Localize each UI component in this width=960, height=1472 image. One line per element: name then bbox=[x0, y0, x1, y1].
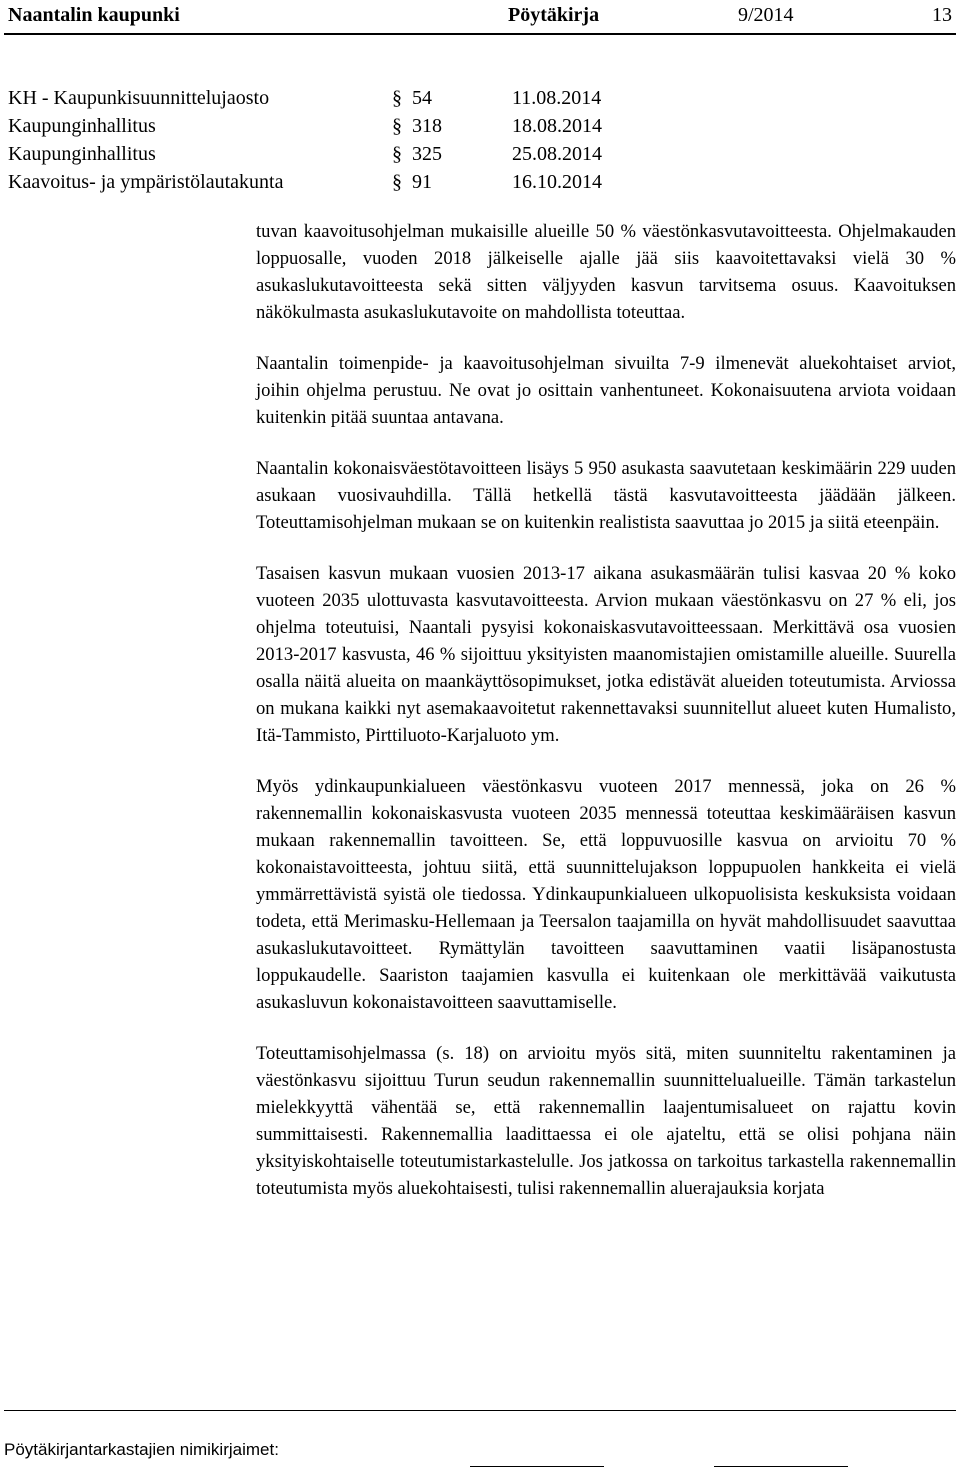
signature-line bbox=[470, 1466, 604, 1467]
section-number: 318 bbox=[412, 115, 442, 137]
meeting-references bbox=[8, 84, 908, 196]
meeting-reference-row bbox=[8, 168, 908, 196]
meeting-body: Kaupunginhallitus bbox=[8, 143, 156, 165]
meeting-body: Kaupunginhallitus bbox=[8, 115, 156, 137]
section-sign: § bbox=[392, 87, 402, 109]
meeting-date: 18.08.2014 bbox=[512, 115, 602, 137]
signatures-label: Pöytäkirjantarkastajien nimikirjaimet: bbox=[4, 1440, 279, 1459]
body-paragraph: Myös ydinkaupunkialueen väestönkasvu vuoteen 2017 mennessä, joka on 26 % rakennemallin kokonaiskasvusta vuoteen 2035 mennessä toteuttaa keskimääräisen kasvun mukaan rakennemallin tavoitteen. Se, että loppuvuosille kasvua on arvioitu 70 % kokonaistavoitteesta, johtuu siitä, että suunnittelujakson loppupuolen hankkeita ei vielä ymmärrettävistä syistä ole tiedossa. Ydinkaupunkialueen ulkopuolisista keskuksista voidaan todeta, että Merimasku-Hellemaan ja Teersalon taajamilla on hyvät mahdollisuudet saavuttaa asukaslukutavoitteet. Rymättylän tavoitteen saavuttaminen vaatii lisäpanostusta loppukaudelle. Saariston taajamien kasvulla ei kuitenkaan ole merkittävää vaikutusta asukasluvun kokonaistavoitteen saavuttamiselle. bbox=[256, 776, 956, 1013]
meeting-date: 11.08.2014 bbox=[512, 87, 602, 109]
section-number: 325 bbox=[412, 143, 442, 165]
meeting-body: Kaavoitus- ja ympäristölautakunta bbox=[8, 171, 284, 193]
meeting-date: 25.08.2014 bbox=[512, 143, 602, 165]
section-sign: § bbox=[392, 115, 402, 137]
body-paragraph: tuvan kaavoitusohjelman mukaisille alueille 50 % väestönkasvutavoitteesta. Ohjelmakauden loppuosalle, vuoden 2018 jälkeiselle ajalle jää siis kaavoitettavaksi vielä 30 % asukaslukutavoitteesta sekä sitten väljyyden kasvun tarvitsema osuus. Kaavoituksen näkökulmasta asukaslukutavoite on mahdollista toteuttaa. bbox=[256, 221, 956, 323]
document-type: Pöytäkirja bbox=[508, 4, 600, 26]
body-paragraph: Toteuttamisohjelmassa (s. 18) on arvioitu myös sitä, miten suunniteltu rakentaminen ja väestönkasvu sijoittuu Turun seudun rakennemallin suunnittelualueille. Tämän tarkastelun mielekkyyttä vähentää se, että rakennemallin laajentumisalueet on rajattu kovin summittaisesti. Rakennemallia laadittaessa ei ole ajateltu, että se olisi pohjana näin yksityiskohtaiselle toteutumistarkastelulle. Jos jatkossa on tarkoitus tarkastella rakennemallin toteutumista myös aluekohtaisesti, tulisi rakennemallin aluerajauksia korjata bbox=[256, 1043, 956, 1199]
page-number: 13 bbox=[932, 4, 952, 26]
page-header bbox=[0, 0, 960, 34]
meeting-date: 16.10.2014 bbox=[512, 171, 602, 193]
document-number: 9/2014 bbox=[738, 4, 794, 26]
minutes-body bbox=[256, 218, 956, 1226]
body-paragraph: Tasaisen kasvun mukaan vuosien 2013-17 aikana asukasmäärän tulisi kasvaa 20 % koko vuoteen 2035 ulottuvasta kasvutavoitteesta. Arvion mukaan väestönkasvu on 27 % eli, jos ohjelma toteutuisi, Naantali pysyisi kokonaiskasvutavoitteessaan. Merkittävä osa vuosien 2013-2017 kasvusta, 46 % sijoittuu yksityisten maanomistajien omistamille alueille. Suurella osalla näitä alueita on maankäyttösopimukset, jotka edistävät alueiden toteutumista. Arviossa on mukana kaikki nyt asemakaavoitetut rakennettavaksi suunnitellut alueet kuten Humalisto, Itä-Tammisto, Pirttiluoto-Karjaluoto ym. bbox=[256, 563, 956, 746]
footer-divider bbox=[4, 1410, 956, 1411]
body-paragraph: Naantalin toimenpide- ja kaavoitusohjelman sivuilta 7-9 ilmenevät aluekohtaiset arviot, joihin ohjelma perustuu. Ne ovat jo osittain vanhentuneet. Kokonaisuutena arviota voidaan kuitenkin pitää suuntaa antavana. bbox=[256, 353, 956, 428]
meeting-reference-row bbox=[8, 140, 908, 168]
meeting-reference-row bbox=[8, 112, 908, 140]
signature-line bbox=[714, 1466, 848, 1467]
section-sign: § bbox=[392, 171, 402, 193]
meeting-reference-row bbox=[8, 84, 908, 112]
meeting-body: KH - Kaupunkisuunnittelujaosto bbox=[8, 87, 270, 109]
section-sign: § bbox=[392, 143, 402, 165]
organization-name: Naantalin kaupunki bbox=[8, 4, 180, 26]
section-number: 91 bbox=[412, 171, 432, 193]
header-divider bbox=[4, 33, 956, 35]
section-number: 54 bbox=[412, 87, 432, 109]
body-paragraph: Naantalin kokonaisväestötavoitteen lisäys 5 950 asukasta saavutetaan keskimäärin 229 uuden asukaan vuosivauhdilla. Tällä hetkellä tästä kasvutavoitteesta jäädään jälkeen. Toteuttamisohjelman mukaan se on kuitenkin realistista saavuttaa jo 2015 ja siitä eteenpäin. bbox=[256, 458, 956, 533]
